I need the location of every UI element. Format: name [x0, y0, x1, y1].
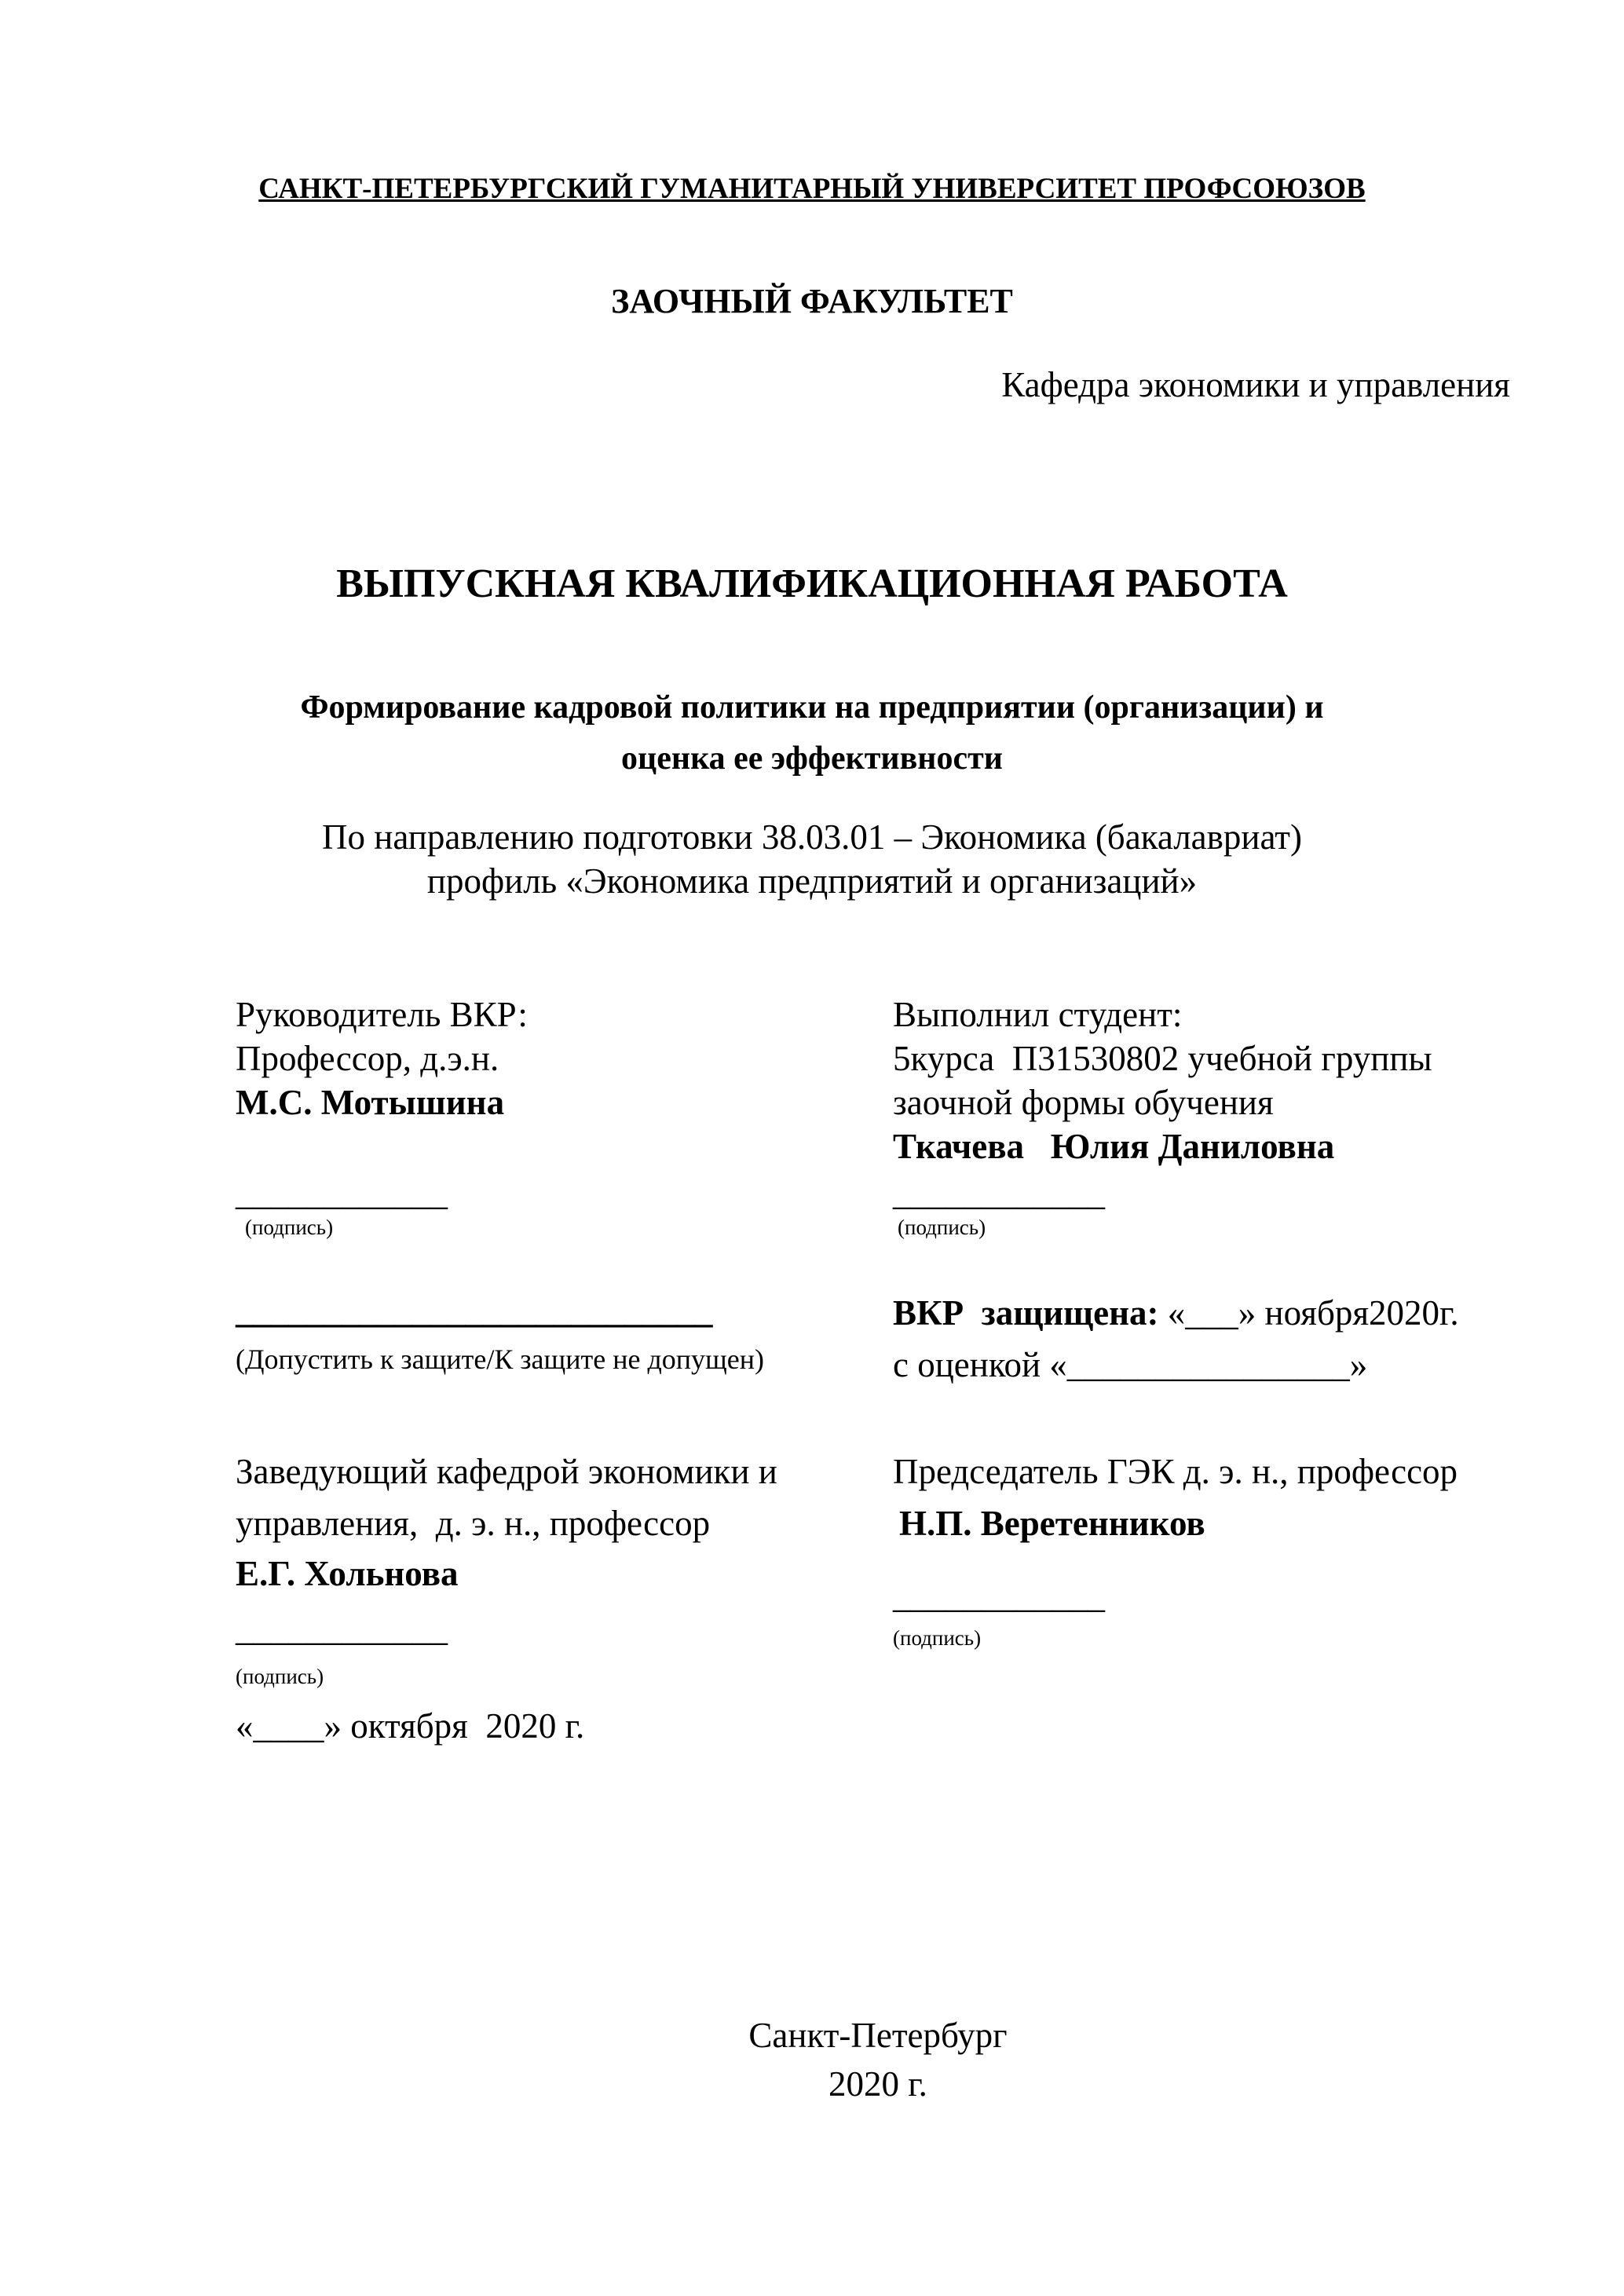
chairman-title: Председатель ГЭК д. э. н., профессор [893, 1452, 1458, 1491]
head-signature-line: ____________ [236, 1609, 448, 1648]
student-signature-caption: (подпись) [898, 1216, 986, 1239]
university-name [0, 174, 1624, 203]
head-name: Е.Г. Хольнова [236, 1554, 459, 1593]
topic-line-1: Формирование кадровой политики на предприятии (организации) и [300, 689, 1324, 726]
university-name-text: САНКТ-ПЕТЕРБУРГСКИЙ ГУМАНИТАРНЫЙ УНИВЕРСИТЕТ ПРОФСОЮЗОВ [258, 173, 1366, 205]
student-form: заочной формы обучения [893, 1083, 1274, 1122]
work-type-title: ВЫПУСКНАЯ КВАЛИФИКАЦИОННАЯ РАБОТА [336, 561, 1288, 606]
admission-line: ___________________________ [236, 1291, 713, 1330]
defense-grade: с оценкой «________________» [893, 1345, 1368, 1384]
defense-date: «___» ноября2020г. [1158, 1293, 1459, 1333]
faculty-name: ЗАОЧНЫЙ ФАКУЛЬТЕТ [611, 282, 1013, 320]
defense-status [893, 1293, 1459, 1333]
direction-line-1: По направлению подготовки 38.03.01 – Экономика (бакалавриат) [322, 817, 1302, 857]
head-title-line-2: управления, д. э. н., профессор [236, 1504, 711, 1543]
student-signature-line: ____________ [893, 1173, 1105, 1212]
footer-city: Санкт-Петербург [748, 2016, 1008, 2055]
department-name: Кафедра экономики и управления [1001, 365, 1510, 404]
supervisor-name: М.С. Мотышина [236, 1083, 505, 1122]
chairman-signature-line: ____________ [893, 1576, 1105, 1615]
defense-label: ВКР защищена: [893, 1293, 1159, 1333]
admission-caption: (Допустить к защите/К защите не допущен) [236, 1344, 765, 1375]
supervisor-label: Руководитель ВКР: [236, 995, 528, 1034]
student-label: Выполнил студент: [893, 995, 1183, 1034]
chairman-name: Н.П. Веретенников [899, 1504, 1205, 1543]
direction-line-2: профиль «Экономика предприятий и организаций» [426, 861, 1198, 901]
topic-line-2: оценка ее эффективности [621, 740, 1003, 777]
student-group: 5курса П31530802 учебной группы [893, 1039, 1432, 1078]
supervisor-signature-caption: (подпись) [245, 1216, 334, 1239]
supervisor-signature-line: ____________ [236, 1173, 448, 1212]
supervisor-degree: Профессор, д.э.н. [236, 1039, 499, 1078]
head-date: «____» октября 2020 г. [236, 1706, 585, 1746]
head-title-line-1: Заведующий кафедрой экономики и [236, 1452, 777, 1491]
student-name: Ткачева Юлия Даниловна [893, 1127, 1335, 1166]
footer-year: 2020 г. [828, 2064, 927, 2104]
chairman-signature-caption: (подпись) [893, 1626, 982, 1650]
head-signature-caption: (подпись) [236, 1665, 324, 1688]
